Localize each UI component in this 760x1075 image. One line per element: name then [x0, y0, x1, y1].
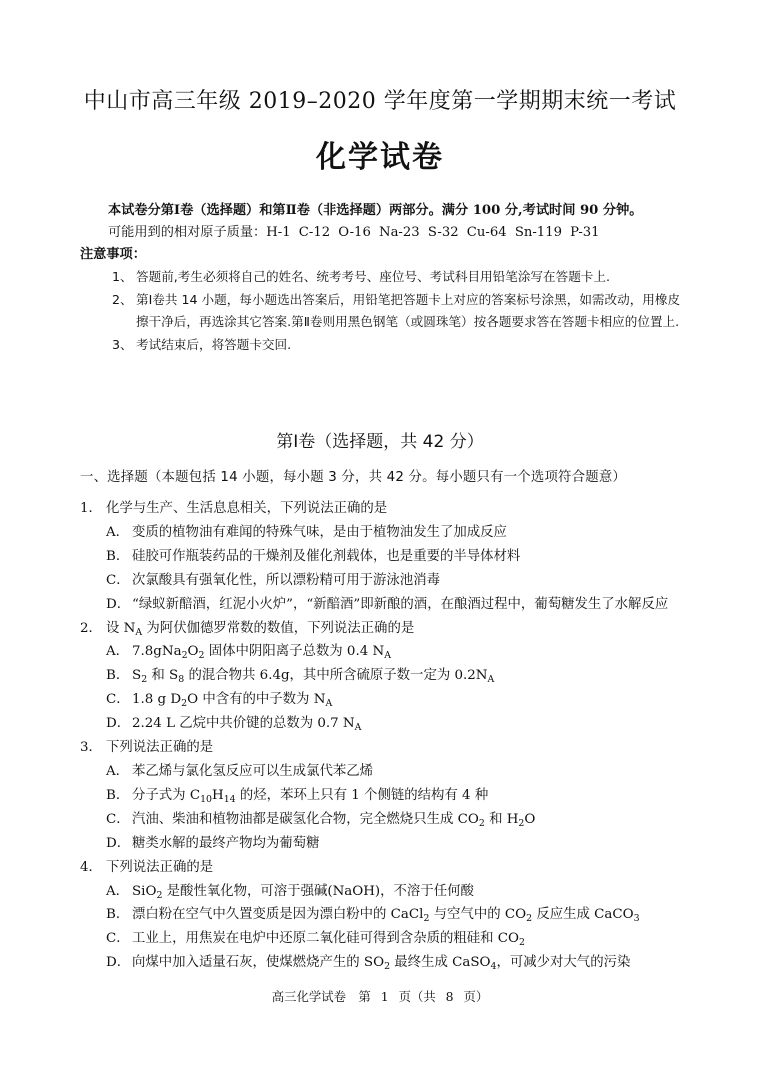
option-d [80, 712, 690, 736]
notes-heading: 注意事项： [80, 247, 146, 262]
question-number: 2． [80, 620, 102, 636]
subscript: 8 [178, 674, 185, 686]
text-run: 是酸性氧化物，可溶于强碱(NaOH)，不溶于任何酸 [162, 883, 474, 899]
paper-title: 化学试卷 [316, 140, 444, 175]
text-run: 汽油、柴油和植物油都是碳氢化合物，完全燃烧只生成 CO [132, 811, 479, 827]
subscript: 10 [200, 793, 213, 805]
option-text [132, 664, 690, 688]
text-run: 糖类水解的最终产物均为葡萄糖 [132, 835, 320, 851]
question-text [106, 617, 414, 641]
option-label: C． [106, 931, 130, 947]
note-number: 1、 [112, 269, 133, 284]
question-stem [80, 497, 690, 521]
option-text [132, 903, 690, 927]
option-c [80, 569, 690, 593]
text-run: 设 N [106, 620, 136, 636]
note-number: 2、 [112, 291, 133, 307]
option-label: C． [106, 572, 130, 588]
text-run: 变质的植物油有难闻的特殊气味，是由于植物油发生了加成反应 [132, 524, 507, 540]
text-run: 1.8 g D [132, 692, 182, 708]
option-a [80, 521, 690, 545]
question-4 [80, 856, 690, 976]
question-text: 下列说法正确的是 [106, 859, 214, 875]
section-title: 第Ⅰ卷（选择题，共 42 分） [276, 432, 484, 452]
option-label: A． [106, 763, 130, 779]
text-run: 向煤中加入适量石灰，使煤燃烧产生的 SO [132, 955, 385, 971]
text-run: 反应生成 CaCO [532, 907, 634, 923]
question-stem [80, 736, 690, 760]
option-c [80, 808, 690, 832]
option-label: B． [106, 907, 130, 923]
subscript: 4 [490, 961, 497, 973]
option-text [132, 593, 690, 617]
text-run: 苯乙烯与氯化氢反应可以生成氯代苯乙烯 [132, 763, 374, 779]
option-text [132, 640, 690, 664]
option-d [80, 951, 690, 975]
option-a [80, 760, 690, 784]
option-a [80, 880, 690, 904]
question-list [80, 497, 690, 975]
subscript: 2 [519, 937, 525, 949]
option-label: A． [106, 644, 130, 660]
subscript: 2 [478, 817, 485, 829]
note-item [80, 289, 685, 334]
option-c [80, 688, 690, 712]
text-run: 和 S [147, 668, 179, 684]
text-run: H [212, 787, 224, 803]
option-text [132, 808, 690, 832]
option-text [132, 832, 690, 856]
option-a [80, 640, 690, 664]
option-label: C． [106, 692, 130, 708]
subscript: A [135, 626, 143, 638]
option-label: D． [106, 596, 131, 612]
note-number: 3、 [112, 336, 133, 352]
subscript: 2 [198, 650, 205, 662]
option-label: C． [106, 811, 130, 827]
subscript: 2 [518, 817, 525, 829]
note-item [80, 266, 685, 289]
option-label: D． [106, 716, 131, 732]
option-text [132, 545, 690, 569]
question-stem [80, 856, 690, 880]
text-run: 次氯酸具有强氧化性，所以漂粉精可用于游泳池消毒 [132, 572, 440, 588]
option-b [80, 784, 690, 808]
subscript: 3 [633, 913, 640, 925]
note-text: 答题前,考生必须将自己的姓名、统考考号、座位号、考试科目用铅笔涂写在答题卡上. [136, 269, 610, 284]
text-run: “绿蚁新醅酒，红泥小火炉”，“新醅酒”即新酿的酒，在酿酒过程中，葡萄糖发生了水解反应 [132, 596, 669, 612]
text-run: 为阿伏伽德罗常数的数值，下列说法正确的是 [142, 620, 415, 636]
question-number: 1． [80, 501, 102, 516]
text-run: S [132, 668, 142, 684]
note-text: 第Ⅰ卷共 14 小题，每小题选出答案后，用铅笔把答题卡上对应的答案标号涂黑，如需改动，用橡皮擦干净后，再选涂其它答案.第Ⅱ卷则用黑色钢笔（或圆珠笔）按各题要求答在答题卡相应的位置上. [136, 291, 681, 329]
text-run: O [524, 811, 536, 827]
question-2 [80, 617, 690, 737]
question-3 [80, 736, 690, 856]
subscript: 2 [181, 698, 188, 710]
text-run: 7.8gNa [132, 644, 182, 660]
subscript: 2 [181, 650, 188, 662]
subscript: 2 [526, 913, 533, 925]
option-text [132, 951, 690, 975]
exam-title: 中山市高三年级 2019–2020 学年度第一学期期末统一考试 [83, 89, 677, 114]
subscript: 2 [141, 674, 148, 686]
text-run: 固体中阴阳离子总数为 0.4 N [204, 644, 385, 660]
option-label: B． [106, 548, 130, 564]
paper-structure-text: 本试卷分第Ⅰ卷（选择题）和第Ⅱ卷（非选择题）两部分。满分 100 分,考试时间 90 分钟。 [108, 203, 643, 218]
option-text [132, 784, 690, 808]
option-text [132, 569, 690, 593]
option-d [80, 832, 690, 856]
text-run: 与空气中的 CO [429, 907, 527, 923]
option-label: D． [106, 835, 131, 851]
text-run: 工业上，用焦炭在电炉中还原二氧化硅可得到含杂质的粗硅和 CO [132, 931, 520, 947]
text-run: 和 H [484, 811, 519, 827]
notes-list [80, 266, 685, 356]
note-text: 考试结束后，将答题卡交回. [136, 336, 292, 352]
option-text [132, 760, 690, 784]
text-run: 2.24 L 乙烷中共价键的总数为 0.7 N [132, 716, 355, 732]
option-label: D． [106, 955, 131, 971]
option-c [80, 927, 690, 951]
option-b [80, 545, 690, 569]
text-run: O [187, 644, 199, 660]
note-item [80, 334, 685, 357]
subscript: 2 [423, 913, 430, 925]
text-run: 硅胶可作瓶装药品的干燥剂及催化剂载体，也是重要的半导体材料 [132, 548, 521, 564]
option-b [80, 903, 690, 927]
text-run: SiO [132, 883, 157, 899]
option-text [132, 688, 690, 712]
option-label: B． [106, 787, 130, 803]
question-1 [80, 497, 690, 617]
option-d [80, 593, 690, 617]
subscript: 14 [223, 793, 236, 805]
option-text [132, 880, 690, 904]
question-text: 下列说法正确的是 [106, 740, 214, 756]
text-run: 漂白粉在空气中久置变质是因为漂白粉中的 CaCl [132, 907, 424, 923]
text-run: 的烃，苯环上只有 1 个侧链的结构有 4 种 [235, 787, 489, 803]
text-run: ，可减少对大气的污染 [496, 955, 631, 971]
question-text: 化学与生产、生活息息相关，下列说法正确的是 [106, 501, 388, 516]
subscript: A [384, 650, 391, 662]
question-number: 4． [80, 859, 102, 875]
option-text [132, 712, 690, 736]
option-label: B． [106, 668, 130, 684]
intro-block [80, 200, 685, 356]
atomic-masses-text: 可能用到的相对原子质量：H-1 C-12 O-16 Na-23 S-32 Cu-64 Sn-119 P-31 [108, 225, 600, 240]
question-number: 3． [80, 740, 102, 756]
subscript: A [354, 722, 362, 734]
question-stem [80, 617, 690, 641]
subscript: 2 [384, 961, 391, 973]
text-run: 分子式为 C [132, 787, 201, 803]
section-instruction: 一、选择题（本题包括 14 小题，每小题 3 分，共 42 分。每小题只有一个选项符合题意） [80, 470, 627, 485]
text-run: 的混合物共 6.4g，其中所含硫原子数一定为 0.2N [184, 668, 488, 684]
option-text [132, 521, 690, 545]
text-run: O 中含有的中子数为 N [187, 692, 326, 708]
option-label: A． [106, 524, 130, 540]
option-b [80, 664, 690, 688]
subscript: 2 [156, 889, 163, 901]
subscript: A [325, 698, 333, 710]
option-label: A． [106, 883, 130, 899]
page-footer: 高三化学试卷 第 1 页（共 8 页） [271, 989, 489, 1004]
option-text [132, 927, 690, 951]
text-run: 最终生成 CaSO [390, 955, 491, 971]
subscript: A [487, 674, 495, 686]
